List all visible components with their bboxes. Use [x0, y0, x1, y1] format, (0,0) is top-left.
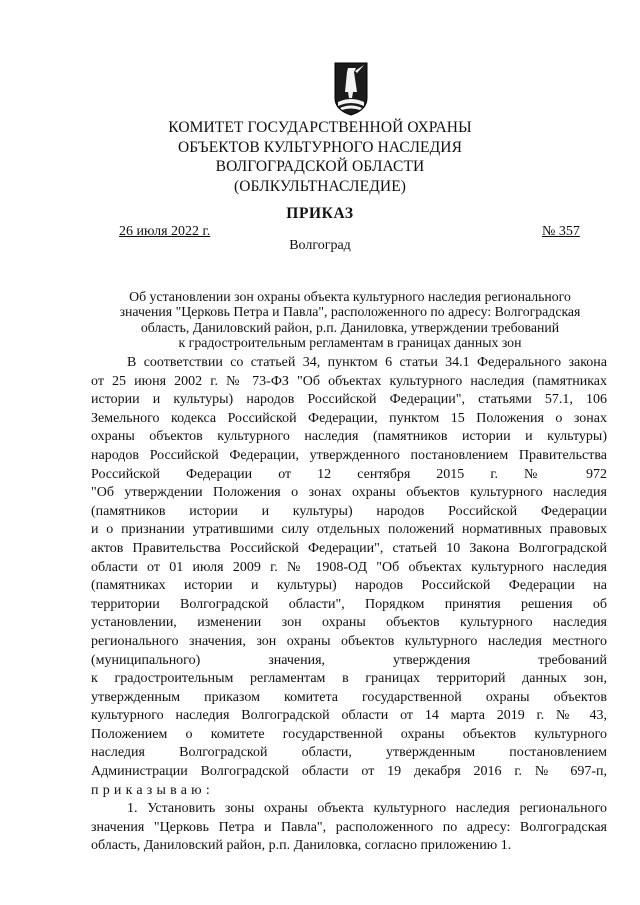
organization-name: [0, 118, 640, 196]
item-line: значения "Церковь Петра и Павла", расположенного по адресу: Волгоградская: [91, 819, 607, 835]
order-word: приказываю:: [91, 782, 214, 798]
document-subject: [90, 289, 610, 350]
body-line: охраны объектов культурного наследия (памятников истории и культуры): [91, 429, 607, 445]
subject-line: к градостроительным регламентам в границах данных зон: [178, 334, 522, 350]
body-line: истории и культуры) народов Российской Федерации", статьями 57.1, 106: [91, 392, 607, 408]
document-type-title: ПРИКАЗ: [286, 205, 354, 222]
document-number: № 357: [542, 224, 580, 239]
volgograd-coat-of-arms-icon: [334, 62, 368, 116]
subject-line: значения "Церковь Петра и Павла", расположенного по адресу: Волгоградская: [119, 304, 581, 320]
preamble-paragraph: [91, 354, 607, 800]
subject-line: Об установлении зон охраны объекта культурного наследия регионального: [129, 289, 571, 304]
item-line: 1. Установить зоны охраны объекта культурного наследия регионального: [127, 801, 607, 817]
body-line: области от 01 июля 2009 г. № 1908-ОД "Об объектах культурного наследия: [91, 559, 607, 575]
org-line: (ОБЛКУЛЬТНАСЛЕДИЕ): [233, 177, 407, 195]
body-line: и о признании утратившими силу отдельных положений нормативных правовых: [91, 522, 607, 538]
body-line: утвержденным приказом комитета государственной охраны объектов: [91, 689, 607, 705]
body-line: регионального значения, зон охраны объектов культурного наследия местного: [91, 633, 607, 649]
body-line: (памятниках истории и культуры) народов Российской Федерации на: [91, 578, 607, 594]
body-line: Земельного кодекса Российской Федерации, пунктом 15 Положения о зонах: [91, 410, 607, 426]
body-line: установлении, изменении зон охраны объектов культурного наследия: [91, 615, 607, 631]
body-line: территории Волгоградской области", Порядком принятия решения об: [91, 596, 607, 612]
body-line: народов Российской Федерации, утвержденного постановлением Правительства: [91, 447, 607, 463]
document-body: [91, 354, 607, 856]
body-line: к градостроительным регламентам в границах территорий данных зон,: [91, 671, 607, 687]
body-line: (муниципального) значения, утверждения требований: [91, 652, 607, 668]
body-line: "Об утверждении Положения о зонах охраны объектов культурного наследия: [91, 485, 607, 501]
org-line: ВОЛГОГРАДСКОЙ ОБЛАСТИ: [215, 158, 425, 175]
body-line: от 25 июня 2002 г. № 73-ФЗ "Об объектах культурного наследия (памятниках: [91, 373, 607, 389]
org-line: ОБЪЕКТОВ КУЛЬТУРНОГО НАСЛЕДИЯ: [177, 138, 463, 156]
body-line: актов Правительства Российской Федерации", статьей 10 Закона Волгоградской: [91, 540, 607, 556]
body-line: культурного наследия Волгоградской области от 14 марта 2019 г. № 43,: [91, 708, 607, 724]
document-date: 26 июля 2022 г.: [119, 224, 211, 239]
subject-line: область, Даниловский район, р.п. Даниловка, утверждении требований: [140, 319, 560, 335]
document-city: Волгоград: [289, 238, 351, 253]
item-1-paragraph: [91, 800, 607, 856]
body-line: В соответствии со статьей 34, пунктом 6 статьи 34.1 Федерального закона: [127, 355, 607, 370]
item-line: область, Даниловский район, р.п. Даниловка, согласно приложению 1.: [91, 838, 512, 854]
body-line: Положением о комитете государственной охраны объектов культурного: [91, 726, 607, 742]
body-line: наследия Волгоградской области, утвержденным постановлением: [91, 745, 607, 761]
body-line: (памятников истории и культуры) народов Российской Федерации: [91, 503, 607, 519]
body-line: Российской Федерации от 12 сентября 2015 г. № 972: [91, 466, 607, 482]
body-line: Администрации Волгоградской области от 19 декабря 2016 г. № 697-п,: [91, 764, 607, 780]
org-line: КОМИТЕТ ГОСУДАРСТВЕННОЙ ОХРАНЫ: [168, 119, 472, 136]
